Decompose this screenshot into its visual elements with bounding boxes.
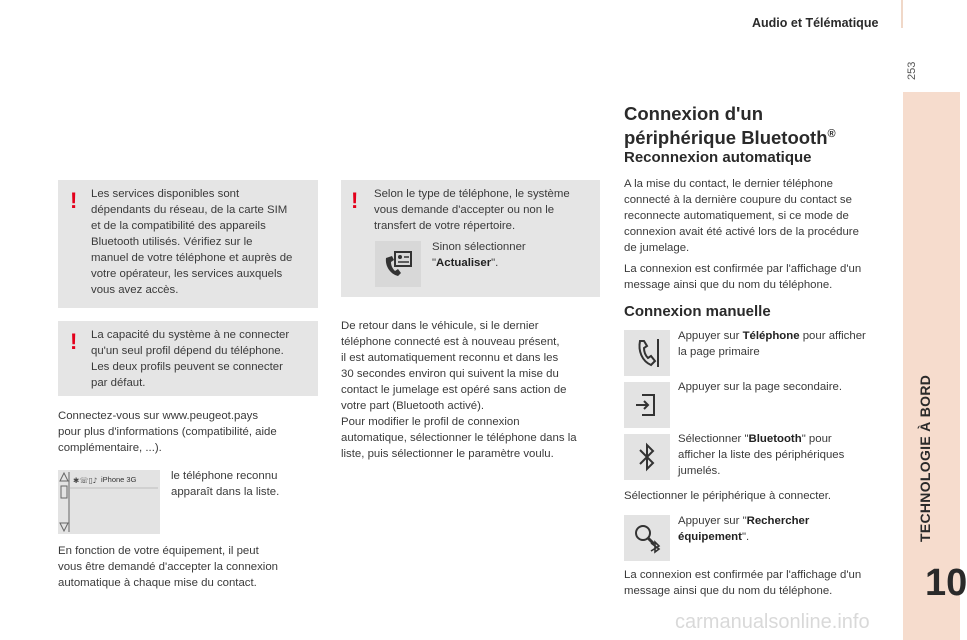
page-number: 253 (906, 61, 918, 80)
refresh-contacts-icon (375, 241, 421, 287)
warning-box-services (58, 180, 318, 308)
watermark: carmanualsonline.info (675, 611, 870, 633)
chapter-number: 10 (925, 562, 967, 604)
manual-connect-heading: Connexion manuelle (624, 303, 771, 320)
auto-reconnect-heading: Reconnexion automatique (624, 149, 812, 166)
secondary-page-icon (624, 382, 670, 428)
svg-text:✱☏▯♪: ✱☏▯♪ (73, 476, 98, 485)
manual-connect-confirm: La connexion est confirmée par l'affichage d'un message ainsi que du nom du téléphone. (624, 569, 862, 597)
warning-icon: ! (70, 329, 78, 354)
page-header-title: Audio et Télématique (752, 16, 879, 30)
search-bluetooth-icon (624, 515, 670, 561)
step-search-text: Appuyer sur "Rechercher équipement". (678, 515, 810, 543)
phone-list-screen (58, 470, 160, 534)
auto-reconnect-text: A la mise du contact, le dernier téléphone connecté à la dernière coupure du contact se reconnecte automatiquement, si ce mode de connexion avait été activé lors de la procédure de jumelage. (624, 178, 859, 254)
warning-icon: ! (351, 188, 359, 213)
header-divider (901, 0, 903, 28)
warning-services-text: Les services disponibles sont dépendants du réseau, de la carte SIM et de la compatibilité des appareils Bluetooth utilisés. Vérifiez sur le manuel de votre téléphone et auprès de votre opérateur, les services auxquels vous avez accès. (91, 188, 293, 296)
select-device-text: Sélectionner le périphérique à connecter. (624, 490, 832, 502)
step-bluetooth-text: Sélectionner "Bluetooth" pour afficher la liste des périphériques jumelés. (678, 433, 845, 477)
step-telephone-text: Appuyer sur Téléphone pour afficher la page primaire (678, 330, 866, 358)
warning-profile-text: La capacité du système à ne connecter qu'un seul profil dépend du téléphone. Les deux profils peuvent se connecter par défaut. (91, 329, 290, 389)
warning-icon: ! (70, 188, 78, 213)
section-tab-label: TECHNOLOGIE À BORD (917, 374, 933, 542)
warning-box-contacts (341, 180, 600, 297)
auto-reconnect-confirm: La connexion est confirmée par l'affichage d'un message ainsi que du nom du téléphone. (624, 263, 862, 291)
refresh-instruction: Sinon sélectionner "Actualiser". (432, 241, 526, 269)
telephone-button-icon (624, 330, 670, 376)
bluetooth-icon (624, 434, 670, 480)
warning-contacts-text: Selon le type de téléphone, le système vous demande d'accepter ou non le transfert de votre répertoire. (374, 188, 570, 232)
phone-name-label: iPhone 3G (101, 475, 137, 484)
phone-caption: le téléphone reconnu apparaît dans la liste. (171, 470, 280, 498)
return-vehicle-text: De retour dans le véhicule, si le dernier téléphone connecté est à nouveau présent, il est automatiquement reconnu et dans les 30 secondes environ qui suivent la mise du contact le jumelage est opéré sans action de votre part (Bluetooth activé). Pour modifier le profil de connexion automatique, sélectionner le téléphone dans la liste, puis sélectionner le paramètre voulu. (341, 320, 577, 460)
chapter-sidebar (903, 92, 967, 640)
warning-box-profile (58, 321, 318, 396)
step-secondary-page-text: Appuyer sur la page secondaire. (678, 381, 843, 393)
connect-info-text: Connectez-vous sur www.peugeot.pays pour plus d'informations (compatibilité, aide complémentaire, ...). (58, 410, 277, 454)
section-title: Connexion d'un périphérique Bluetooth® (624, 103, 836, 149)
equipment-text: En fonction de votre équipement, il peut vous être demandé d'accepter la connexion automatique à chaque mise du contact. (58, 545, 279, 589)
